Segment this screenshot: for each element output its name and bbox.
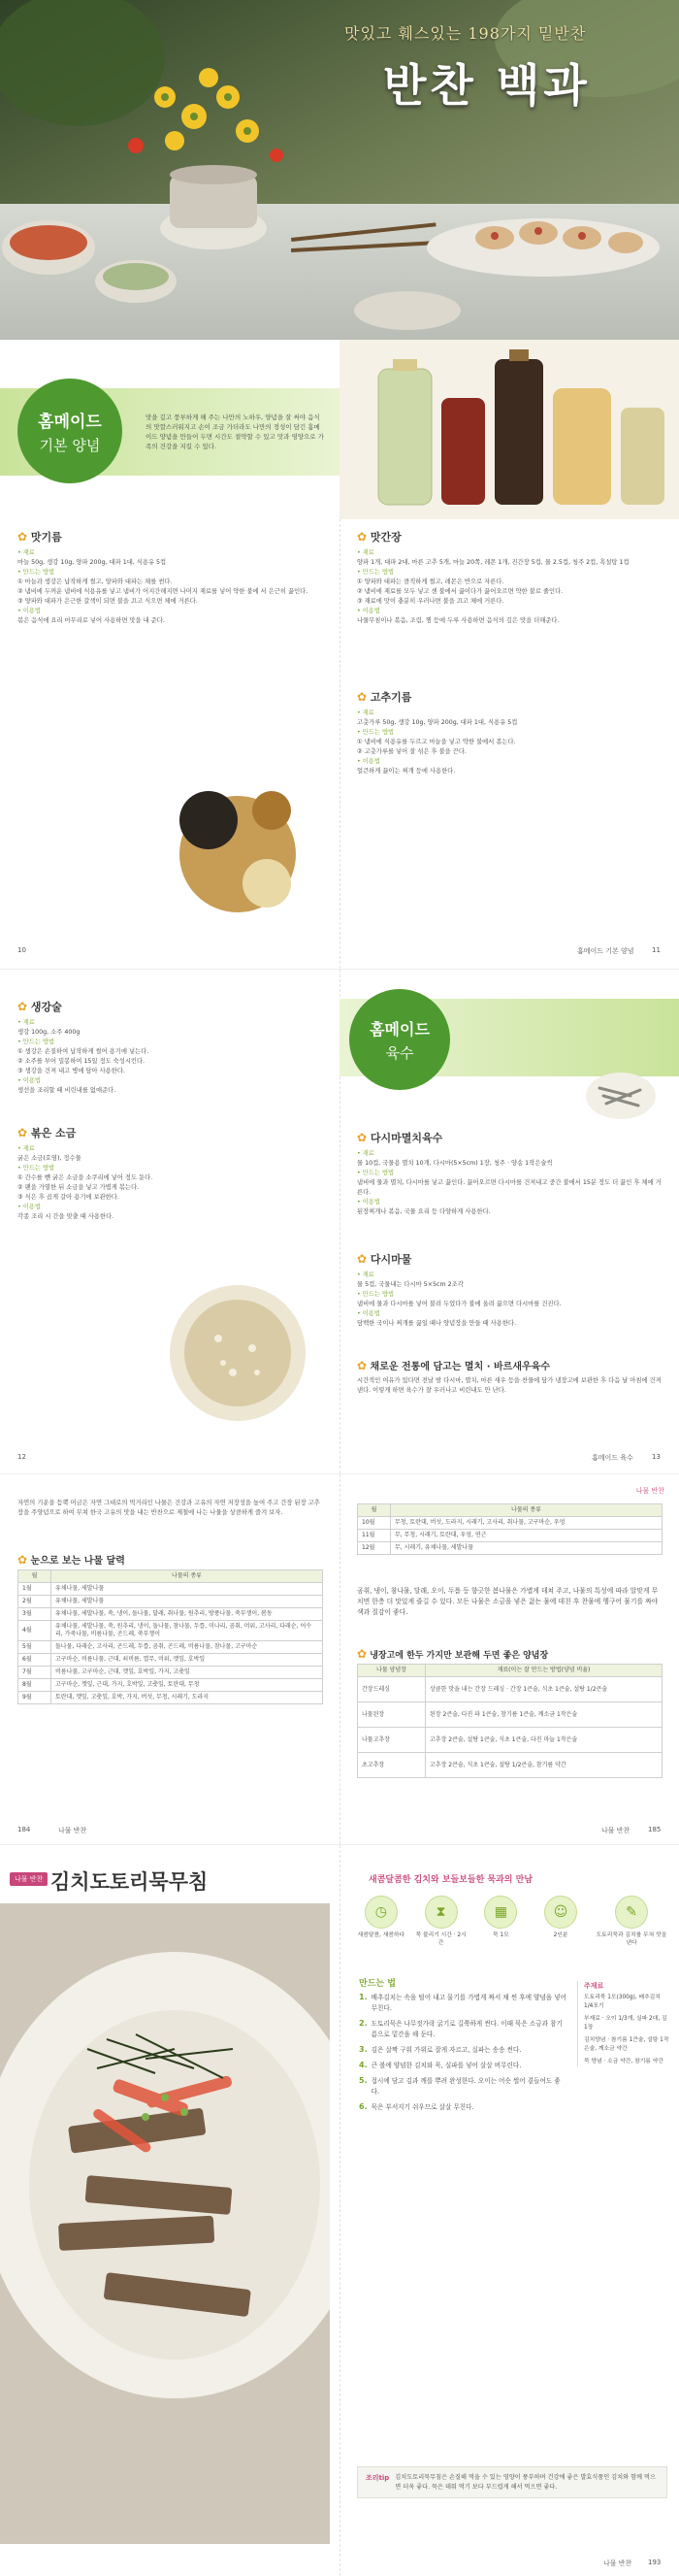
calendar-title-text: 눈으로 보는 나물 달력 bbox=[30, 1556, 125, 1567]
table-row bbox=[358, 1702, 663, 1728]
step-item bbox=[359, 2045, 567, 2056]
step-text: 배추김치는 속을 털어 내고 물기를 가볍게 짜서 채 썬 후에 양념을 넣어 무친다. bbox=[371, 1994, 567, 2012]
right-section-2 bbox=[357, 1358, 663, 1396]
section-line: ② 냄비에 재료를 모두 넣고 센 불에서 끓이다가 끓어오르면 약한 불로 줄인다. bbox=[357, 588, 564, 595]
section-title bbox=[357, 1130, 663, 1145]
section-line: • 재료 bbox=[357, 1150, 374, 1157]
section-line: • 만드는 방법 bbox=[17, 1039, 55, 1045]
tip-text: 김치도토리묵무침은 손질해 먹을 수 있는 영양이 풍부하며 건강에 좋은 발효식품인 김치와 함께 먹으면 더욱 좋다. 묵은 데워 먹기 보다 부드럽게 해서 먹으면 좋다. bbox=[395, 2474, 656, 2491]
namul-cell: 유채나물, 세발나물, 쑥, 원추리, 냉이, 돌나물, 참나물, 두릅, 미나리, 곰취, 머위, 고사리, 다래순, 어수리, 가죽나물, 비름나물, 곤드레, 쑥부쟁이 bbox=[51, 1621, 323, 1641]
info-icon-item bbox=[473, 1896, 528, 1947]
section-line: • 재료 bbox=[357, 1271, 374, 1278]
table-row bbox=[18, 1641, 323, 1654]
calendar-title bbox=[17, 1552, 125, 1567]
section-line: 물 10컵, 국물용 멸치 10개, 다시마(5×5cm) 1장, 청주 · 양송 1작은술씩 bbox=[357, 1160, 553, 1167]
sauce-recipe-cell: 된장 2큰술, 다진 파 1큰술, 참기름 1큰술, 깨소금 1작은술 bbox=[426, 1702, 663, 1728]
section-badge bbox=[17, 379, 122, 483]
step-item bbox=[359, 2102, 567, 2113]
section-line: • 이용법 bbox=[357, 608, 380, 614]
info-icon-label: 묵 불리기 시간 · 2시간 bbox=[415, 1932, 467, 1946]
flower-icon: ✿ bbox=[357, 1252, 368, 1266]
table-header: 나물 양념장 bbox=[358, 1665, 426, 1677]
table-row bbox=[358, 1728, 663, 1753]
month-cell: 6월 bbox=[18, 1654, 51, 1667]
ingredient-icon: ▦ bbox=[484, 1896, 517, 1929]
flower-icon: ✿ bbox=[357, 690, 368, 704]
section-line: • 만드는 방법 bbox=[357, 569, 395, 576]
info-icon-item bbox=[354, 1896, 408, 1947]
running-head: 나물 반찬 bbox=[58, 1827, 87, 1834]
section-line: ③ 생강을 건져 내고 병에 담아 사용한다. bbox=[17, 1068, 125, 1074]
step-item bbox=[359, 2061, 567, 2071]
month-cell: 8월 bbox=[18, 1679, 51, 1692]
section-line: • 재료 bbox=[17, 549, 35, 556]
table-row bbox=[18, 1692, 323, 1704]
section-line: • 만드는 방법 bbox=[357, 1170, 395, 1176]
section-line: 냄비에 물과 다시마를 넣어 불려 두었다가 불에 올려 끓으면 다시마를 건진다. bbox=[357, 1301, 562, 1307]
table-row bbox=[358, 1677, 663, 1702]
namul-cell: 돌나물, 다래순, 고사리, 곤드레, 두릅, 곰취, 곤드레, 비름나물, 참나물, 고구마순 bbox=[51, 1641, 323, 1654]
flower-icon: ✿ bbox=[357, 1647, 368, 1661]
section-title bbox=[357, 1358, 663, 1372]
tip-box bbox=[357, 2466, 667, 2498]
storage-title-text: 냉장고에 한두 가지만 보관해 두면 좋은 양념장 bbox=[370, 1651, 549, 1661]
table-header: 재료(이는 잘 만드는 방법(양념 비율) bbox=[426, 1665, 663, 1677]
page-number: 13 bbox=[652, 1453, 661, 1461]
ingredients-box bbox=[577, 1981, 669, 2066]
step-item bbox=[359, 2019, 567, 2040]
section-line: ① 양파와 대파는 큼직하게 썰고, 레몬은 반으로 자른다. bbox=[357, 578, 504, 585]
section-line: 냄비에 물과 멸치, 다시마를 넣고 끓인다. 끓어오르면 다시마를 건져내고 중간 불에서 15분 정도 더 끓인 후 체에 거른다. bbox=[357, 1179, 662, 1196]
flower-icon: ✿ bbox=[357, 530, 368, 544]
spread-basic-sauces bbox=[0, 340, 679, 969]
ingredient-line: 도토리묵 1모(300g), 배추김치 1/4포기 bbox=[584, 1995, 661, 2009]
info-icon-label: 새콤달콤, 새콤하다 bbox=[357, 1932, 405, 1938]
step-item bbox=[359, 2076, 567, 2097]
table-row bbox=[358, 1542, 663, 1555]
left-section-0 bbox=[17, 529, 323, 626]
recipe-kicker: 새콤달콤한 김치와 보들보들한 묵과의 만남 bbox=[369, 1875, 534, 1885]
cover-subtitle: 맛있고 훼스있는 198가지 밑반찬 bbox=[344, 24, 587, 43]
section-line: 얼큰하게 끓이는 찌개 등에 사용한다. bbox=[357, 768, 456, 775]
section-line: 양파 1개, 대파 2대, 마른 고추 5개, 마늘 20쪽, 레몬 1개, 진간장 5컵, 물 2.5컵, 청주 2컵, 흑설탕 1컵 bbox=[357, 559, 630, 566]
flower-icon: ✿ bbox=[17, 1553, 28, 1567]
section-title bbox=[17, 529, 323, 545]
section-line: 고춧가루 50g, 생강 10g, 양파 200g, 대파 1대, 식용유 5컵 bbox=[357, 719, 518, 726]
table-row bbox=[358, 1517, 663, 1530]
step-text: 큰 볼에 양념한 김치와 묵, 실파를 넣어 살살 버무린다. bbox=[371, 2062, 522, 2069]
month-cell: 7월 bbox=[18, 1667, 51, 1679]
section-line: 생선을 조리할 때 비린내를 없애준다. bbox=[17, 1087, 116, 1094]
section-title-text: 맛기름 bbox=[30, 531, 62, 544]
page-number: 192 bbox=[17, 2559, 31, 2566]
tip-icon: ✎ bbox=[615, 1896, 648, 1929]
month-cell: 1월 bbox=[18, 1583, 51, 1596]
month-cell: 4월 bbox=[18, 1621, 51, 1641]
month-cell: 12월 bbox=[358, 1542, 391, 1555]
spread-namul-calendar bbox=[0, 1473, 679, 1844]
section-line: • 만드는 방법 bbox=[17, 1165, 55, 1172]
step-number: 5. bbox=[359, 2076, 368, 2085]
step-number: 6. bbox=[359, 2102, 368, 2111]
page-number: 10 bbox=[17, 946, 26, 954]
running-head: 나물 반찬 bbox=[603, 2559, 632, 2567]
step-number: 2. bbox=[359, 2019, 368, 2028]
recipe-photo bbox=[0, 1903, 330, 2544]
left-section-0 bbox=[17, 999, 323, 1096]
spice-photo bbox=[165, 767, 310, 922]
calendar-table-continued bbox=[357, 1503, 663, 1555]
section-title-text: 다시마물 bbox=[370, 1253, 412, 1266]
right-section-1 bbox=[357, 1251, 663, 1329]
badge-line1: 홈메이드 bbox=[38, 412, 102, 432]
table-row bbox=[358, 1753, 663, 1778]
page-number: 12 bbox=[17, 1453, 26, 1461]
table-header: 월 bbox=[358, 1504, 391, 1517]
table-row bbox=[18, 1621, 323, 1641]
namul-cell: 무청, 토란대, 버섯, 도라지, 시래기, 고사리, 취나물, 고구마순, 우엉 bbox=[391, 1517, 663, 1530]
ingredients-title: 주재료 bbox=[584, 1982, 604, 1990]
section-title-text: 다시마멸치육수 bbox=[370, 1132, 443, 1144]
bottles-photo bbox=[340, 340, 679, 519]
month-cell: 11월 bbox=[358, 1530, 391, 1542]
table-row bbox=[18, 1608, 323, 1621]
namul-cell: 고구마순, 깻잎, 근대, 가지, 호박잎, 고춧잎, 토란대, 무청 bbox=[51, 1679, 323, 1692]
section-line: ③ 재료에 맛이 충분히 우러나면 불을 끄고 체에 거른다. bbox=[357, 598, 504, 605]
month-cell: 9월 bbox=[18, 1692, 51, 1704]
section-line: ① 생강은 손질하여 납작하게 썰어 용기에 넣는다. bbox=[17, 1048, 149, 1055]
table-row bbox=[18, 1583, 323, 1596]
left-section-1 bbox=[17, 1125, 323, 1222]
info-icon-item bbox=[534, 1896, 588, 1947]
section-line: • 재료 bbox=[17, 1019, 35, 1026]
flower-icon: ✿ bbox=[17, 1000, 28, 1013]
section-line: ③ 양파와 대파가 은근한 갈색이 되면 불을 끄고 식으면 체에 거른다. bbox=[17, 598, 198, 605]
section-line: • 만드는 방법 bbox=[357, 1291, 395, 1298]
section-line: 생강 100g, 소주 400g bbox=[17, 1029, 81, 1036]
flower-icon: ✿ bbox=[17, 1126, 28, 1139]
info-icon-label: 묵 1모 bbox=[492, 1932, 509, 1938]
page-number: 185 bbox=[648, 1826, 662, 1833]
namul-cell: 유채나물, 세발나물 bbox=[51, 1583, 323, 1596]
step-number: 1. bbox=[359, 1993, 368, 2001]
spread-recipe bbox=[0, 1844, 679, 2576]
tip-label: 조리tip bbox=[366, 2474, 390, 2482]
section-line: ③ 식은 후 곱게 갈아 용기에 보관한다. bbox=[17, 1194, 119, 1201]
calendar-table bbox=[17, 1569, 323, 1704]
section-title-text: 생강술 bbox=[30, 1001, 62, 1013]
section-line: 물 5컵, 국물내는 다시마 5×5cm 2조각 bbox=[357, 1281, 464, 1288]
section-title bbox=[357, 689, 663, 705]
section-title bbox=[357, 1251, 663, 1267]
section-line: ① 마늘과 생강은 납작하게 썰고, 양파와 대파는 채를 썬다. bbox=[17, 578, 173, 585]
badge-line2: 기본 양념 bbox=[39, 436, 101, 454]
namul-cell: 고구마순, 비름나물, 근대, 쇠비름, 열무, 머위, 깻잎, 호박잎 bbox=[51, 1654, 323, 1667]
recipe-title: 김치도토리묵무침 bbox=[50, 1869, 209, 1894]
table-header: 나물의 종류 bbox=[391, 1504, 663, 1517]
section-title-text: 볶은 소금 bbox=[30, 1127, 77, 1139]
step-text: 김은 살짝 구워 가위로 잘게 자르고, 실파는 송송 썬다. bbox=[371, 2046, 522, 2054]
info-icon-label: 2인분 bbox=[553, 1932, 568, 1938]
section-line: • 만드는 방법 bbox=[357, 729, 395, 736]
table-row bbox=[358, 1530, 663, 1542]
ingredient-line: 김치양념 · 참기름 1큰술, 설탕 1작은술, 깨소금 약간 bbox=[584, 2037, 669, 2052]
namul-cell: 유채나물, 세발나물 bbox=[51, 1596, 323, 1608]
table-header: 월 bbox=[18, 1570, 51, 1583]
section-line: • 이용법 bbox=[357, 1310, 380, 1317]
section-title-text: 고추기름 bbox=[370, 691, 412, 704]
corner-label: 나물 반찬 bbox=[635, 1487, 664, 1495]
cover-title: 반찬 백과 bbox=[383, 59, 591, 112]
info-icon-item bbox=[594, 1896, 669, 1947]
spread-stocks bbox=[0, 969, 679, 1473]
section-title-text: 채로운 전통에 담고는 멸치 · 바르새우육수 bbox=[370, 1362, 550, 1372]
section-line: • 이용법 bbox=[17, 1077, 41, 1084]
section-line: 시간적인 여유가 있다면 전날 밤 다시마, 멸치, 마른 새우 등을 찬물에 담가 냉장고에 보관한 후 다음 날 아침에 건져 낸다. 이렇게 하면 육수가 잘 우러나고 비린내도 안 난다. bbox=[357, 1377, 662, 1394]
sauce-name-cell: 나물된장 bbox=[358, 1702, 426, 1728]
anchovy-photo bbox=[582, 1067, 660, 1125]
running-head: 홈메이드 기본 양념 bbox=[577, 947, 634, 955]
section-title-text: 맛간장 bbox=[370, 531, 402, 544]
section-line: ② 소주를 부어 밀봉하여 15일 정도 숙성시킨다. bbox=[17, 1058, 146, 1065]
category-tag: 나물 반찬 bbox=[10, 1872, 48, 1886]
ingredient-line: 묵 양념 · 소금 약간, 참기름 약간 bbox=[584, 2059, 663, 2064]
month-cell: 2월 bbox=[18, 1596, 51, 1608]
section-title bbox=[17, 999, 323, 1014]
section-line: 볶은 음식에 요리 마무리로 넣어 사용하면 맛을 내 준다. bbox=[17, 617, 165, 624]
section-line: • 이용법 bbox=[357, 758, 380, 765]
flower-icon: ✿ bbox=[357, 1131, 368, 1144]
intro-text: 자연의 기운을 듬뿍 머금은 자연 그대로의 먹거리인 나물은 건강과 고유의 자연 저장성을 높여 주고 간장 된장 고추장을 주양념으로 하여 무쳐 한국 고유의 맛을 내는 반찬으로 제철에 나는 나물을 상큼하게 즐겨 보자. bbox=[17, 1500, 320, 1516]
storage-title bbox=[357, 1647, 548, 1661]
section-line: • 이용법 bbox=[17, 1204, 41, 1210]
section-line: ① 간수를 뺀 굵은 소금을 소쿠리에 넣어 정도 둔다. bbox=[17, 1174, 153, 1181]
section-line: • 재료 bbox=[357, 549, 374, 556]
body-text: 곰취, 냉이, 참나물, 달래, 오이, 두릅 등 향긋한 봄나물은 가볍게 데쳐 주고, 나물의 특성에 따라 알맞게 무치면 한층 더 맛있게 즐길 수 있다. 모든 나물은 소금을 넣은 끓는 물에 데친 후 찬물에 헹구어 물기를 짜야 색과 질감이 좋다. bbox=[357, 1587, 659, 1616]
badge-line2: 육수 bbox=[385, 1043, 414, 1062]
badge-line1: 홈메이드 bbox=[370, 1019, 430, 1039]
step-number: 4. bbox=[359, 2061, 368, 2069]
section-line: • 재료 bbox=[17, 1145, 35, 1152]
flower-icon: ✿ bbox=[17, 530, 28, 544]
namul-cell: 유채나물, 세발나물, 쑥, 냉이, 돌나물, 달래, 취나물, 원추리, 방풍나물, 쑥부쟁이, 봄동 bbox=[51, 1608, 323, 1621]
section-line: ② 냄비에 두꺼운 냄비에 식용유를 넣고 냄비가 어지간해지면 나머지 재료를 넣어 약한 불에 서 은근히 끓인다. bbox=[17, 588, 308, 595]
sauce-name-cell: 초고추장 bbox=[358, 1753, 426, 1778]
section-line: 담백한 국이나 찌개를 끓일 때나 양념장을 만들 때 사용한다. bbox=[357, 1320, 517, 1327]
intro-text: 맛을 깊고 풍부하게 해 주는 나만의 노하우, 양념을 잘 써야 음식의 맛깔스러워지고 손이 조금 가더라도 나만의 정성이 담긴 홈메이드 양념을 만들어 두면 시간도 절약할 수 있고 맛과 영양으로 가족의 건강을 지킬 수 있다. bbox=[146, 413, 324, 450]
sauce-recipe-cell: 고추장 2큰술, 식초 1큰술, 설탕 1/2큰술, 참기름 약간 bbox=[426, 1753, 663, 1778]
sauce-table bbox=[357, 1664, 663, 1778]
section-line: 각종 조리 시 간을 맞출 때 사용한다. bbox=[17, 1213, 114, 1220]
info-icon-label: 도토리묵과 김치를 무쳐 맛을 낸다 bbox=[596, 1932, 667, 1946]
step-text: 접시에 담고 김과 깨를 뿌려 완성한다. 오이는 어슷 썰어 곁들여도 좋다. bbox=[371, 2077, 561, 2096]
info-icon-row bbox=[354, 1896, 669, 1947]
sauce-recipe-cell: 상큼한 맛을 내는 간장 드레싱 · 간장 1큰술, 식초 1큰술, 설탕 1/2큰술 bbox=[426, 1677, 663, 1702]
salt-photo bbox=[165, 1280, 310, 1426]
table-row bbox=[18, 1679, 323, 1692]
month-cell: 5월 bbox=[18, 1641, 51, 1654]
section-line: 마늘 50g, 생강 10g, 양파 200g, 대파 1대, 식용유 5컵 bbox=[17, 559, 167, 566]
table-row bbox=[18, 1654, 323, 1667]
page-number: 184 bbox=[17, 1826, 31, 1833]
servings-icon: ☺ bbox=[544, 1896, 577, 1929]
right-section-0 bbox=[357, 1130, 663, 1217]
table-row bbox=[18, 1667, 323, 1679]
table-row bbox=[18, 1596, 323, 1608]
right-section-0 bbox=[357, 529, 663, 626]
step-item bbox=[359, 1993, 567, 2014]
timer-icon: ⧗ bbox=[425, 1896, 458, 1929]
month-cell: 3월 bbox=[18, 1608, 51, 1621]
section-line: • 이용법 bbox=[17, 608, 41, 614]
section-line: ① 냄비에 식용유를 두르고 마늘을 넣고 약한 불에서 볶는다. bbox=[357, 739, 516, 745]
table-header: 나물의 종류 bbox=[51, 1570, 323, 1583]
howto-title: 만드는 법 bbox=[359, 1979, 396, 1989]
flower-icon: ✿ bbox=[357, 1359, 368, 1372]
sauce-recipe-cell: 고추장 2큰술, 설탕 1큰술, 식초 1큰술, 다진 마늘 1작은술 bbox=[426, 1728, 663, 1753]
section-line: • 재료 bbox=[357, 710, 374, 716]
section-line: 굵은 소금(호염), 정수물 bbox=[17, 1155, 81, 1162]
sauce-name-cell: 간장드레싱 bbox=[358, 1677, 426, 1702]
step-text: 묵은 부서지기 쉬우므로 살살 무친다. bbox=[371, 2103, 474, 2111]
page-number: 11 bbox=[652, 946, 661, 954]
sauce-name-cell: 나물고추장 bbox=[358, 1728, 426, 1753]
section-line: • 이용법 bbox=[357, 1199, 380, 1205]
step-text: 도토리묵은 나무젓가락 굵기로 길쭉하게 썬다. 이때 묵은 소금과 참기름으로 밑간을 해 둔다. bbox=[371, 2020, 563, 2038]
namul-cell: 무, 무청, 시래기, 토란대, 우엉, 연근 bbox=[391, 1530, 663, 1542]
running-head: 홈메이드 육수 bbox=[592, 1454, 633, 1462]
running-head: 나물 반찬 bbox=[601, 1827, 630, 1834]
section-badge bbox=[349, 989, 450, 1090]
steps-list bbox=[359, 1993, 567, 2118]
section-line: ② 고춧가루를 넣어 잘 섞은 후 불을 끈다. bbox=[357, 748, 467, 755]
section-line: 된장찌개나 볶음, 국물 요리 등 다양하게 사용한다. bbox=[357, 1208, 491, 1215]
namul-cell: 비름나물, 고구마순, 근대, 깻잎, 호박잎, 가지, 고춧잎 bbox=[51, 1667, 323, 1679]
ingredient-line: 부재료 · 오이 1/3개, 실파 2대, 김 1장 bbox=[584, 2016, 667, 2031]
section-title bbox=[17, 1125, 323, 1140]
section-line: • 만드는 방법 bbox=[17, 569, 55, 576]
namul-cell: 무, 시래기, 유채나물, 세발나물 bbox=[391, 1542, 663, 1555]
step-number: 3. bbox=[359, 2045, 368, 2054]
section-title bbox=[357, 529, 663, 545]
section-line: ② 팬을 가열한 뒤 소금을 넣고 가볍게 볶는다. bbox=[17, 1184, 140, 1191]
right-section-1 bbox=[357, 689, 663, 776]
page-number: 193 bbox=[648, 2559, 662, 2566]
namul-cell: 토란대, 깻잎, 고춧잎, 호박, 가지, 버섯, 무청, 시래기, 도라지 bbox=[51, 1692, 323, 1704]
clock-icon: ◷ bbox=[365, 1896, 398, 1929]
info-icon-item bbox=[414, 1896, 469, 1947]
section-line: 나물무침이나 볶음, 조림, 찜 등에 두루 사용하면 음식의 깊은 맛을 더해준다. bbox=[357, 617, 560, 624]
cover-page bbox=[0, 0, 679, 340]
month-cell: 10월 bbox=[358, 1517, 391, 1530]
